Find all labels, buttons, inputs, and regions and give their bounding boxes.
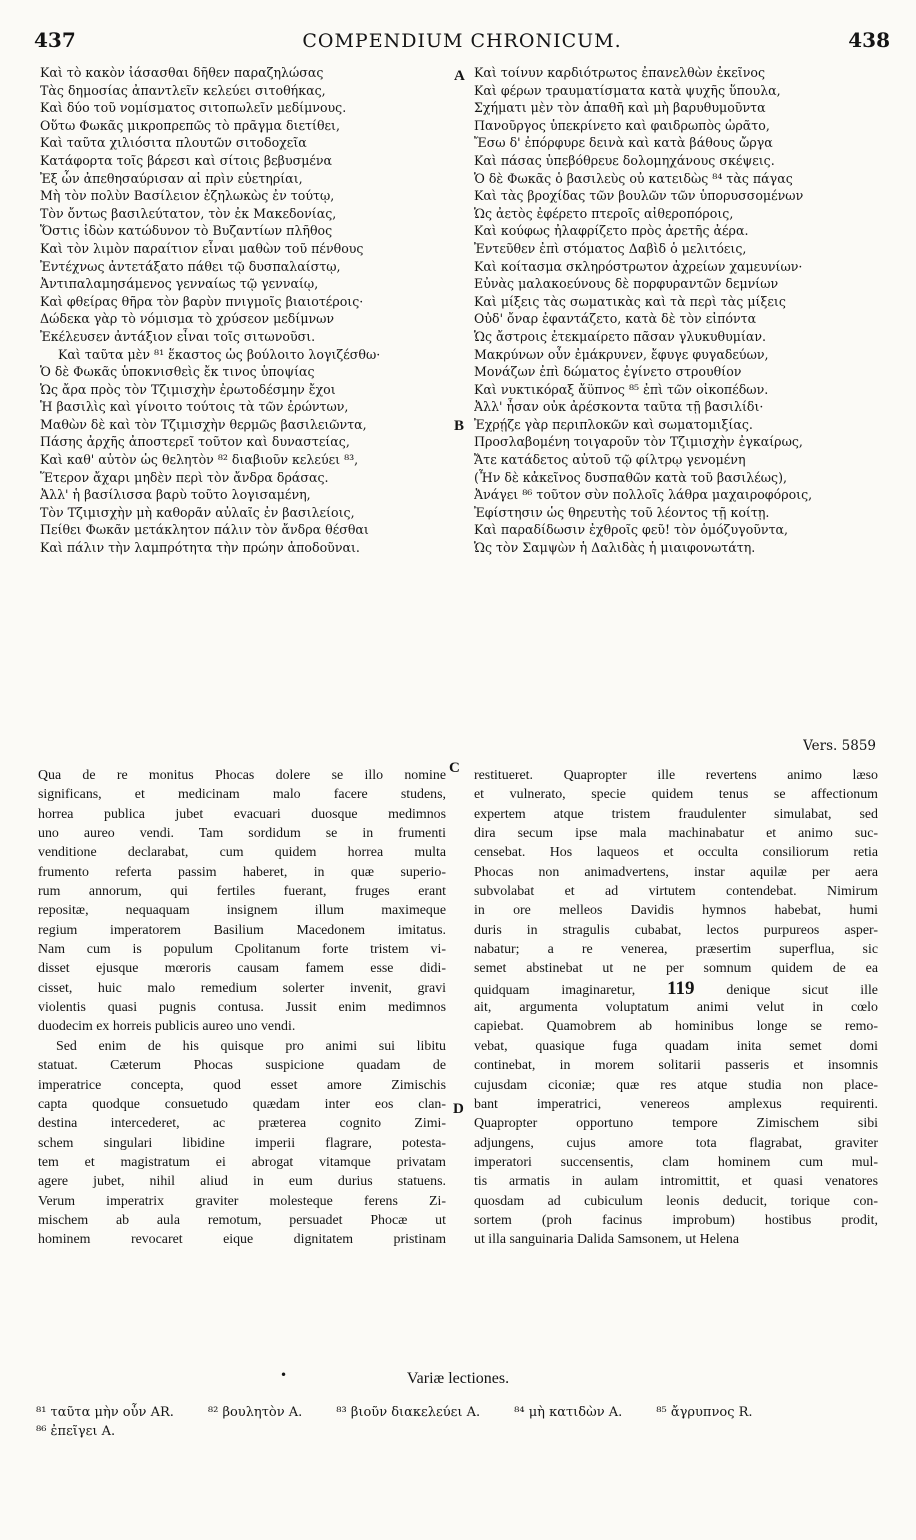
- text-line: Πείθει Φωκᾶν μετάκλητον πάλιν τὸν ἄνδρα θέσθαι: [40, 522, 369, 538]
- text-line: Σχήματι μὲν τὸν ἀπαθῆ καὶ μὴ βαρυθυμοῦντα: [474, 100, 766, 116]
- variant-reading: ⁸¹ ταῦτα μὴν οὖν AR.: [36, 1405, 174, 1420]
- text-line: Καὶ τὸ κακὸν ἰάσασθαι δῆθεν παραζηλώσας: [40, 65, 324, 80]
- text-line: Ἀλλ' ἦσαν οὐκ ἀρέσκοντα ταῦτα τῇ βασιλίδι·: [474, 399, 764, 415]
- text-line: Sed enim de his quisque pro animi sui libitu: [56, 1038, 446, 1054]
- text-line: Κατάφορτα τοῖς βάρεσι καὶ σίτοις βεβυσμένα: [40, 152, 333, 168]
- variant-reading: ⁸³ βιοῦν διακελεύει A.: [336, 1405, 481, 1420]
- margin-letter-b: B: [454, 418, 465, 434]
- text-line: Ὁ δὲ Φωκᾶς ὑποκνισθεὶς ἔκ τινος ὑποψίας: [40, 364, 315, 380]
- text-line: cisset, huic malo remedium solerter invenit, gravi: [38, 980, 446, 996]
- text-line: restitueret. Quapropter ille revertens animo læso: [474, 768, 878, 783]
- text-line: Καὶ τὸν λιμὸν παραίτιον εἶναι μαθὼν τοῦ πένθους: [40, 240, 364, 256]
- text-line: Ὡς ἄστροις ἐτεκμαίρετο πᾶσαν γλυκυθυμίαν.: [474, 328, 767, 344]
- text-line: sortem (proh facinus improbum) hostibus prodit,: [474, 1212, 878, 1228]
- text-line: Οὕτω Φωκᾶς μικροπρεπῶς τὸ πρᾶγμα διετίθει,: [40, 117, 340, 133]
- text-line: Καὶ φέρων τραυματίσματα κατὰ ψυχῆς ὕπουλα,: [474, 82, 781, 98]
- variant-readings-title: Variæ lectiones.: [406, 1370, 510, 1387]
- text-line: censebat. Hos laqueos et occulta consiliorum retia: [474, 845, 878, 861]
- margin-letter-d: D: [453, 1101, 464, 1117]
- text-line: Καὶ πάσας ὑπεβόθρευε δολομηχάνους σκέψεις.: [474, 152, 775, 168]
- text-line: Μὴ τὸν πολὺν Βασίλειον ἐζηλωκὼς ἐν τούτῳ,: [40, 188, 335, 204]
- latin-text-right: [474, 766, 878, 1250]
- text-line: Ἀνάγει ⁸⁶ τοῦτον σὺν πολλοῖς λάθρα μαχαιροφόροις,: [474, 487, 813, 503]
- text-line: statuat. Cæterum Phocas suspicione quadam de: [38, 1058, 446, 1074]
- margin-letter-c: C: [449, 760, 460, 776]
- text-line: Qua de re monitus Phocas dolere se illo nomine: [38, 768, 446, 783]
- text-line: Οὐδ' ὄναρ ἐφαντάζετο, κατὰ δὲ τὸν εἰπόντα: [474, 311, 757, 327]
- text-line: imperatrice concepta, quod esset amore Zimischis: [38, 1077, 446, 1093]
- text-line: rum annorum, qui fertiles fuerant, fruges erant: [38, 884, 446, 900]
- text-line: Verum imperatrix graviter molesteque ferens Zi-: [38, 1193, 446, 1209]
- page-number-right: 438: [848, 28, 890, 52]
- text-line: regium imperatorem Basilium Macedonem imitatus.: [38, 922, 446, 938]
- text-line: Εὐνὰς μαλακοεύνους δὲ πορφυραντῶν δεμνίων: [474, 276, 779, 292]
- text-line: Καὶ μίξεις τὰς σωματικὰς καὶ τὰ περὶ τὰς μίξεις: [474, 293, 786, 309]
- text-line: Μαθὼν δὲ καὶ τὸν Τζιμισχὴν θερμῶς βασιλειῶντα,: [40, 416, 367, 432]
- text-line: Ἐκέλευσεν ἀντάξιον εἶναι τοῖς σιτωνοῦσι.: [40, 328, 316, 344]
- text-line: et vulnerato, specie quidem tenus se affectionum: [474, 787, 878, 803]
- text-line: cujusdam ciconiæ; quæ res atque studia non place-: [474, 1077, 878, 1093]
- text-line: disset ejusque mœroris causam famem esse didi-: [38, 961, 446, 977]
- text-line: subvolabat et ad virtutem contendebat. Nimirum: [474, 884, 878, 900]
- verse-marker: Vers. 5859: [803, 738, 876, 754]
- text-line: Καὶ φθείρας θῆρα τὸν βαρὺν πνιγμοῖς βιαιοτέροις·: [40, 293, 364, 309]
- variant-readings-line-2: [36, 1424, 886, 1439]
- text-line: Ὁ δὲ Φωκᾶς ὁ βασιλεὺς οὐ κατειδὼς ⁸⁴ τὰς πάγας: [474, 170, 793, 186]
- text-line: duodecim ex horreis publicis aureo uno vendi.: [38, 1019, 296, 1035]
- text-line: violentis quasi pugnis contusa. Jussit enim medimnos: [38, 1000, 446, 1016]
- text-line: Ἔσω δ' ἐπόρφυρε δεινὰ καὶ κατὰ βάθους ὤργα: [474, 135, 773, 151]
- text-line: Ἕτερον ἄχαρι μηδὲν περὶ τὸν ἄνδρα δράσας.: [40, 469, 329, 485]
- latin-line-with-number: quidquam imaginaretur, 119 denique sicut ille: [474, 977, 878, 999]
- variant-reading: ⁸⁴ μὴ κατιδὼν A.: [514, 1405, 623, 1420]
- text-line: Ἐχρῄζε γὰρ περιπλοκῶν καὶ σωματομιξίας.: [474, 416, 753, 432]
- ornament-dot: •: [280, 1368, 288, 1382]
- text-line: Μακρύνων οὖν ἐμάκρυνεν, ἔφυγε φυγαδεύων,: [474, 346, 769, 362]
- text-line: Καὶ νυκτικόραξ ἄϋπνος ⁸⁵ ἐπὶ τῶν οἰκοπέδων.: [474, 381, 769, 397]
- text-line: Ὅστις ἰδὼν κατώδυνον τὸ Βυζαντίων πλῆθος: [40, 223, 333, 239]
- text-line: capta quodque consuetudo quædam inter eos clan-: [38, 1096, 446, 1112]
- running-title: COMPENDIUM CHRONICUM.: [302, 30, 622, 52]
- text-line: Πάσης ἀρχῆς ἀποστερεῖ τοῦτον καὶ δυναστείας,: [40, 434, 350, 450]
- latin-text-left: [38, 766, 446, 1250]
- text-line: ut illa sanguinaria Dalida Samsonem, ut Helena: [474, 1232, 740, 1248]
- text-line: Τὸν ὄντως βασιλεύτατον, τὸν ἐκ Μακεδονίας,: [40, 205, 337, 221]
- page-number-left: 437: [34, 28, 76, 52]
- text-line: expertem atque tristem fraudulenter simulabat, sed: [474, 806, 878, 822]
- text-line: Ἐντεῦθεν ἐπὶ στόματος Δαβὶδ ὁ μελιτόεις,: [474, 240, 747, 256]
- text-line: Nam cum is populum Cpolitanum forte tristem vi-: [38, 942, 446, 958]
- text-line: capiebat. Quamobrem ab hominibus longe se remo-: [474, 1019, 878, 1035]
- text-line: Καὶ τοίνυν καρδιότρωτος ἐπανελθὼν ἐκεῖνος: [474, 65, 766, 80]
- text-line: in ore melleos Davidis hymnos habebat, humi: [474, 903, 878, 919]
- text-line: imperatori succensentis, clam hominem cum mul-: [474, 1154, 878, 1170]
- text-line: Καὶ καθ' αὑτὸν ὡς θελητὸν ⁸² διαβιοῦν κελεύει ⁸³,: [40, 452, 359, 468]
- text-line: horrea publica jubet evacuari duosque medimnos: [38, 806, 446, 822]
- text-line: ait, argumenta voluptatum animi velut in cœlo: [474, 1000, 878, 1016]
- text-line: tem et magistratum ei abrogat vitamque privatam: [38, 1154, 446, 1170]
- text-line: nabatur; a re venerea, præsertim superflua, sic: [474, 942, 878, 958]
- text-line: vebat, quasique fuga quadam inita semet domi: [474, 1038, 878, 1054]
- text-line: duris in stragulis cubabat, lectos purpureos asper-: [474, 922, 878, 938]
- text-line: Ἀντιπαλαμησάμενος γενναίως τῷ γενναίῳ,: [40, 276, 319, 292]
- text-line: Καὶ κούφως ἠλαφρίζετο πρὸς ἀρετῆς ἀέρα.: [474, 223, 749, 239]
- text-line: (Ἦν δὲ κἀκεῖνος δυσπαθῶν κατὰ τοῦ βασιλέως),: [474, 469, 787, 485]
- text-line: uno aureo vendi. Tam sordidum se in frumenti: [38, 826, 446, 842]
- text-line: Καὶ παραδίδωσιν ἐχθροῖς φεῦ! τὸν ὁμόζυγοῦντα,: [474, 522, 789, 538]
- text-line: venditione declarabat, cum quidem horrea multa: [38, 845, 446, 861]
- text-line: Προσλαβομένη τοιγαροῦν τὸν Τζιμισχὴν ἐγκαίρως,: [474, 434, 803, 450]
- text-line: Καὶ κοίτασμα σκληρόστρωτον ἀχρείων χαμευνίων·: [474, 258, 803, 274]
- variant-reading: ⁸⁶ ἐπεῖγει A.: [36, 1424, 116, 1439]
- text-line: Ὡς ἄρα πρὸς τὸν Τζιμισχὴν ἐρωτοδέσμην ἔχοι: [40, 381, 336, 397]
- text-line: Ἐξ ὧν ἀπεθησαύρισαν αἱ πρὶν εὐετηρίαι,: [40, 170, 303, 186]
- text-line: Καὶ δύο τοῦ νομίσματος σιτοπωλεῖν μεδίμνους.: [40, 100, 347, 116]
- text-line: Καὶ πάλιν τὴν λαμπρότητα τὴν πρώην ἀποδοῦναι.: [40, 540, 360, 556]
- text-line: repositæ, nequaquam insignem illum maximeque: [38, 903, 446, 919]
- text-line: semet abstinebat ut ne per somnum quidem de ea: [474, 961, 878, 977]
- text-line: Ὡς τὸν Σαμψὼν ἡ Δαλιδὰς ἡ μιαιφονωτάτη.: [474, 540, 756, 556]
- text-line: dira secum ipse mala machinabatur et animo suc-: [474, 826, 878, 842]
- text-line: Πανοῦργος ὑπεκρίνετο καὶ φαιδρωπὸς ὡρᾶτο,: [474, 117, 770, 133]
- text-line: Μονάζων ἐπὶ δώματος ἐγίνετο στρουθίον: [474, 364, 742, 380]
- greek-text-right: [474, 64, 886, 557]
- text-line: bant imperatrici, venereos amplexus requirenti.: [474, 1096, 878, 1112]
- text-line: Ἐντέχνως ἀντετάξατο πάθει τῷ δυσπαλαίστῳ,: [40, 258, 341, 274]
- text-line: hominem revocaret eique dignitatem pristinam: [38, 1232, 446, 1248]
- text-line: Ἡ βασιλὶς καὶ γίνοιτο τούτοις τὰ τῶν ἐρώντων,: [40, 399, 349, 415]
- text-line: Ὡς ἀετὸς ἐφέρετο πτεροῖς αἰθεροπόροις,: [474, 205, 734, 221]
- text-line: destina intercederet, ac præterea cognito Zimi-: [38, 1116, 446, 1132]
- text-line: Τὰς δημοσίας ἀπαντλεῖν κελεύει σιτοθήκας,: [40, 82, 326, 98]
- greek-text-left: [40, 64, 460, 557]
- variant-reading: ⁸⁵ ἄγρυπνος R.: [656, 1405, 753, 1420]
- text-line: Ἄτε κατάδετος αὐτοῦ τῷ φίλτρῳ γενομένη: [474, 452, 746, 468]
- margin-letter-a: A: [454, 68, 465, 84]
- text-line: Δώδεκα γὰρ τὸ νόμισμα τὸ χρύσεον μεδίμνων: [40, 311, 335, 327]
- text-line: Quapropter opportuno tempore Zimischem sibi: [474, 1116, 878, 1132]
- text-line: quosdam ad cubiculum leonis deducit, torique con-: [474, 1193, 878, 1209]
- text-line: continebat, in morem solitarii passeris et insomnis: [474, 1058, 878, 1074]
- variant-readings-line-1: [36, 1405, 886, 1420]
- text-line: significans, et medicinam malo facere studens,: [38, 787, 446, 803]
- text-line: Καὶ ταῦτα χιλιόσιτα πλουτῶν σιτοδοχεῖα: [40, 135, 307, 151]
- text-line: Phocas non animadvertens, instar aquilæ per aera: [474, 864, 878, 880]
- text-line: schem singulari libidine imperii flagrare, potesta-: [38, 1135, 446, 1151]
- text-line: agere jubet, nihil aliud in eum durius statuens.: [38, 1174, 446, 1190]
- text-line: tis armatis in aulam intromittit, et quasi venatores: [474, 1174, 878, 1190]
- variant-reading: ⁸² βουλητὸν A.: [207, 1405, 303, 1420]
- text-line: Καὶ ταῦτα μὲν ⁸¹ ἕκαστος ὡς βούλοιτο λογιζέσθω·: [58, 346, 381, 362]
- text-line: Ἐφίστησιν ὡς θηρευτὴς τοῦ λέοντος τῇ κοίτῃ.: [474, 504, 770, 520]
- text-line: mischem ab aula remotum, persuadet Phocæ ut: [38, 1212, 446, 1228]
- page-header: [34, 28, 890, 58]
- page-marker-number: 119: [667, 977, 695, 999]
- text-line: adjungens, cujus amore tota flagrabat, graviter: [474, 1135, 878, 1151]
- text-line: frumento referta passim haberet, in quæ superio-: [38, 864, 446, 880]
- text-line: Καὶ τὰς βροχίδας τῶν βουλῶν τῶν ὑπορυσσομένων: [474, 188, 804, 204]
- text-line: Τὸν Τζιμισχὴν μὴ καθορᾶν αὐλαῖς ἐν βασιλείοις,: [40, 504, 355, 520]
- text-line: Ἀλλ' ἡ βασίλισσα βαρὺ τοῦτο λογισαμένη,: [40, 487, 311, 503]
